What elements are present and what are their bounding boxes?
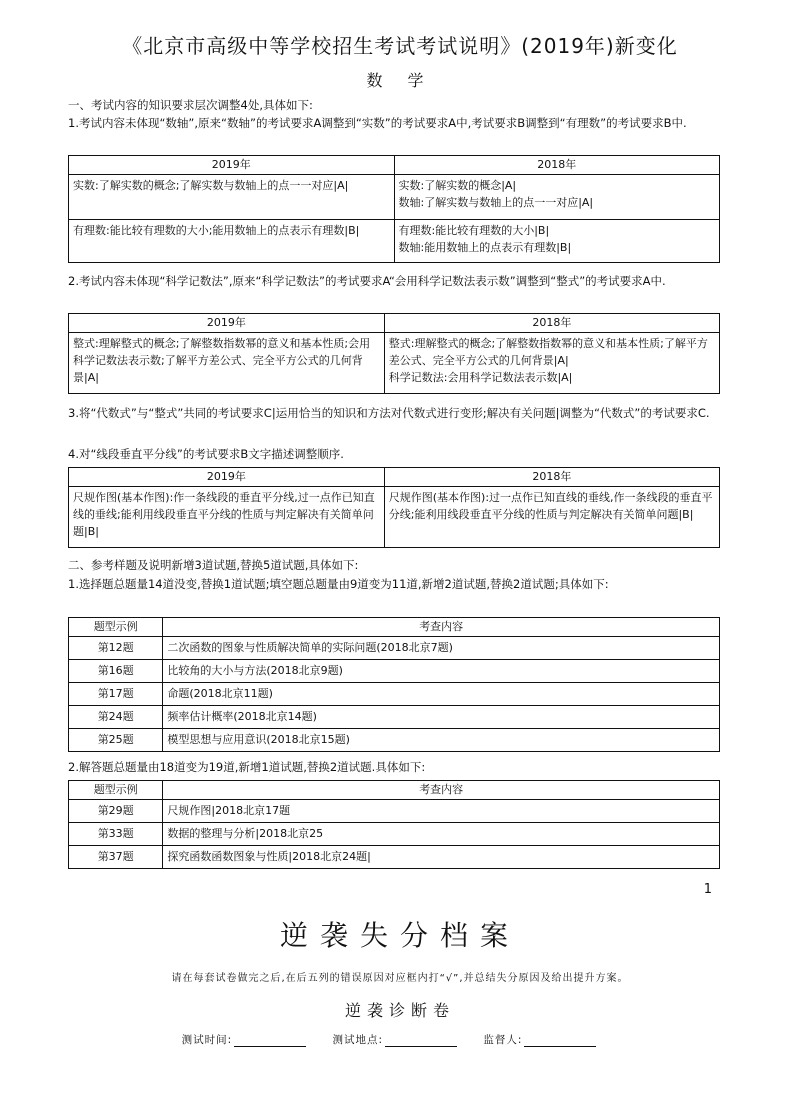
table-3 [68, 467, 720, 548]
table-cell: 频率估计概率(2018北京14题) [163, 706, 720, 729]
table-cell: 尺规作图(基本作图):过一点作已知直线的垂线,作一条线段的垂直平分线;能利用线段垂直平分线的性质与判定解决有关简单问题|B| [384, 487, 719, 548]
column-header: 考查内容 [163, 781, 720, 800]
table-header-row [69, 468, 720, 487]
table-cell: 第25题 [69, 729, 163, 752]
test-info-fields [0, 1032, 800, 1047]
table-header-row [69, 781, 720, 800]
supervisor-field[interactable] [524, 1034, 596, 1047]
column-header: 2019年 [69, 468, 385, 487]
table-row [69, 683, 720, 706]
table-cell: 第16题 [69, 660, 163, 683]
table-header-row [69, 314, 720, 333]
table-cell: 模型思想与应用意识(2018北京15题) [163, 729, 720, 752]
table-cell: 尺规作图|2018北京17题 [163, 800, 720, 823]
table-cell: 有理数:能比较有理数的大小|B| 数轴:能用数轴上的点表示有理数|B| [394, 220, 720, 263]
table-cell: 第17题 [69, 683, 163, 706]
document-title: 《北京市高级中等学校招生考试考试说明》(2019年)新变化 [122, 34, 678, 58]
section1-item2: 2.考试内容未体现“科学记数法”,原来“科学记数法”的考试要求A“会用科学记数法表示数”调整到“整式”的考试要求A中. [68, 274, 666, 288]
section2-item1: 1.选择题总题量14道没变,替换1道试题;填空题总题量由9道变为11道,新增2道试题,替换2道试题;具体如下: [68, 577, 609, 591]
section1-heading: 一、考试内容的知识要求层次调整4处,具体如下: [68, 98, 313, 112]
table-cell: 尺规作图(基本作图):作一条线段的垂直平分线,过一点作已知直线的垂线;能利用线段垂直平分线的性质与判定解决有关简单问题|B| [69, 487, 385, 548]
column-header: 2018年 [394, 156, 720, 175]
section1-item4: 4.对“线段垂直平分线”的考试要求B文字描述调整顺序. [68, 447, 344, 461]
table-row [69, 333, 720, 394]
table-cell: 整式:理解整式的概念;了解整数指数幂的意义和基本性质;了解平方差公式、完全平方公式的几何背景|A| 科学记数法:会用科学记数法表示数|A| [384, 333, 719, 394]
table-cell: 比较角的大小与方法(2018北京9题) [163, 660, 720, 683]
column-header: 题型示例 [69, 781, 163, 800]
table-row [69, 220, 720, 263]
supervisor-label: 监督人: [483, 1034, 523, 1046]
section2-item2: 2.解答题总题量由18道变为19道,新增1道试题,替换2道试题.具体如下: [68, 760, 426, 774]
column-header: 2018年 [384, 468, 719, 487]
table-cell: 整式:理解整式的概念;了解整数指数幂的意义和基本性质;会用科学记数法表示数;了解平方差公式、完全平方公式的几何背景|A| [69, 333, 385, 394]
table-row [69, 706, 720, 729]
section1-item3: 3.将“代数式”与“整式”共同的考试要求C|运用恰当的知识和方法对代数式进行变形;解决有关问题|调整为“代数式”的考试要求C. [68, 406, 710, 420]
table-cell: 实数:了解实数的概念|A| 数轴:了解实数与数轴上的点一一对应|A| [394, 175, 720, 220]
table-2 [68, 313, 720, 394]
section2-heading: 二、参考样题及说明新增3道试题,替换5道试题,具体如下: [68, 558, 359, 572]
table-row [69, 637, 720, 660]
table-cell: 实数:了解实数的概念;了解实数与数轴上的点一一对应|A| [69, 175, 395, 220]
instruction-note: 请在每套试卷做完之后,在后五列的错误原因对应框内打“√”,并总结失分原因及给出提升方案。 [171, 973, 629, 984]
table-row [69, 660, 720, 683]
section1-item1: 1.考试内容未体现“数轴”,原来“数轴”的考试要求A调整到“实数”的考试要求A中,考试要求B调整到“有理数”的考试要求B中. [68, 116, 687, 130]
column-header: 2018年 [384, 314, 719, 333]
table-5 [68, 780, 720, 869]
test-place-label: 测试地点: [332, 1034, 384, 1046]
table-cell: 命题(2018北京11题) [163, 683, 720, 706]
table-1 [68, 155, 720, 263]
test-time-label: 测试时间: [181, 1034, 233, 1046]
column-header: 题型示例 [69, 618, 163, 637]
archive-title: 逆袭失分档案 [279, 919, 520, 952]
table-4 [68, 617, 720, 752]
test-time-field[interactable] [234, 1034, 306, 1047]
table-cell: 第37题 [69, 846, 163, 869]
table-row [69, 175, 720, 220]
table-row [69, 729, 720, 752]
table-cell: 二次函数的图象与性质解决简单的实际问题(2018北京7题) [163, 637, 720, 660]
column-header: 2019年 [69, 314, 385, 333]
diagnosis-title: 逆袭诊断卷 [344, 1001, 455, 1020]
table-cell: 探究函数函数图象与性质|2018北京24题| [163, 846, 720, 869]
table-row [69, 800, 720, 823]
subject-heading: 数 学 [366, 71, 434, 90]
table-cell: 第24题 [69, 706, 163, 729]
table-row [69, 487, 720, 548]
table-row [69, 846, 720, 869]
column-header: 2019年 [69, 156, 395, 175]
table-cell: 有理数:能比较有理数的大小;能用数轴上的点表示有理数|B| [69, 220, 395, 263]
table-cell: 第12题 [69, 637, 163, 660]
table-header-row [69, 618, 720, 637]
column-header: 考查内容 [163, 618, 720, 637]
table-cell: 第33题 [69, 823, 163, 846]
table-cell: 数据的整理与分析|2018北京25 [163, 823, 720, 846]
page-number: 1 [703, 882, 712, 897]
table-cell: 第29题 [69, 800, 163, 823]
table-header-row [69, 156, 720, 175]
test-place-field[interactable] [385, 1034, 457, 1047]
table-row [69, 823, 720, 846]
